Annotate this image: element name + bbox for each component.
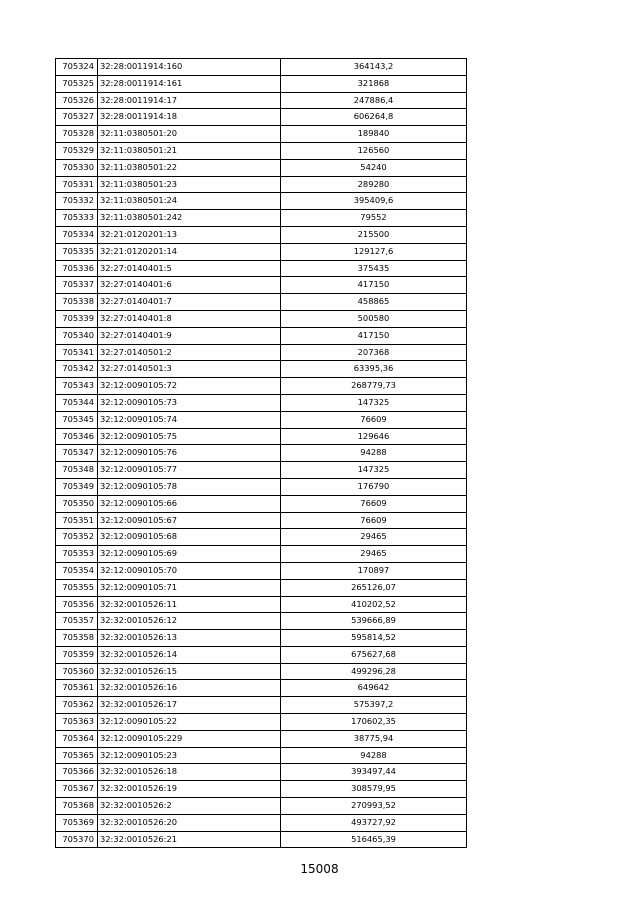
row-number-cell: 705329 [56,142,98,159]
cadastral-number-cell: 32:12:0090105:72 [98,378,281,395]
row-number-cell: 705369 [56,814,98,831]
row-number-cell: 705352 [56,529,98,546]
cadastral-number-cell: 32:11:0380501:242 [98,210,281,227]
row-number-cell: 705326 [56,92,98,109]
row-number-cell: 705368 [56,798,98,815]
value-cell: 458865 [281,294,467,311]
cadastral-number-cell: 32:12:0090105:229 [98,730,281,747]
row-number-cell: 705356 [56,596,98,613]
value-cell: 176790 [281,478,467,495]
table-row [56,226,467,243]
table-row [56,663,467,680]
cadastral-number-cell: 32:32:0010526:16 [98,680,281,697]
row-number-cell: 705358 [56,630,98,647]
table-row [56,747,467,764]
row-number-cell: 705339 [56,310,98,327]
value-cell: 375435 [281,260,467,277]
value-cell: 76609 [281,495,467,512]
value-cell: 76609 [281,411,467,428]
value-cell: 215500 [281,226,467,243]
value-cell: 500580 [281,310,467,327]
row-number-cell: 705360 [56,663,98,680]
row-number-cell: 705338 [56,294,98,311]
row-number-cell: 705351 [56,512,98,529]
cadastral-number-cell: 32:27:0140501:3 [98,361,281,378]
cadastral-number-cell: 32:32:0010526:2 [98,798,281,815]
value-cell: 268779,73 [281,378,467,395]
table-row [56,193,467,210]
row-number-cell: 705361 [56,680,98,697]
row-number-cell: 705333 [56,210,98,227]
row-number-cell: 705350 [56,495,98,512]
table-row [56,714,467,731]
row-number-cell: 705341 [56,344,98,361]
table-row [56,394,467,411]
table-row [56,294,467,311]
table-row [56,546,467,563]
value-cell: 410202,52 [281,596,467,613]
value-cell: 417150 [281,327,467,344]
table-row [56,646,467,663]
cadastral-number-cell: 32:12:0090105:77 [98,462,281,479]
table-row [56,260,467,277]
table-row [56,126,467,143]
value-cell: 499296,28 [281,663,467,680]
cadastral-number-cell: 32:27:0140401:7 [98,294,281,311]
table-row [56,798,467,815]
cadastral-number-cell: 32:32:0010526:12 [98,613,281,630]
cadastral-number-cell: 32:28:0011914:161 [98,75,281,92]
table-row [56,781,467,798]
table-row [56,512,467,529]
value-cell: 54240 [281,159,467,176]
table-row [56,109,467,126]
value-cell: 516465,39 [281,831,467,848]
value-cell: 76609 [281,512,467,529]
table-row [56,831,467,848]
cadastral-value-table [55,58,467,848]
row-number-cell: 705340 [56,327,98,344]
table-row [56,495,467,512]
cadastral-number-cell: 32:32:0010526:13 [98,630,281,647]
cadastral-number-cell: 32:32:0010526:18 [98,764,281,781]
value-cell: 364143,2 [281,59,467,76]
row-number-cell: 705346 [56,428,98,445]
row-number-cell: 705330 [56,159,98,176]
row-number-cell: 705337 [56,277,98,294]
value-cell: 189840 [281,126,467,143]
cadastral-number-cell: 32:11:0380501:24 [98,193,281,210]
row-number-cell: 705353 [56,546,98,563]
table-row [56,59,467,76]
cadastral-number-cell: 32:32:0010526:21 [98,831,281,848]
cadastral-number-cell: 32:11:0380501:22 [98,159,281,176]
value-cell: 393497,44 [281,764,467,781]
value-cell: 417150 [281,277,467,294]
value-cell: 147325 [281,394,467,411]
value-cell: 265126,07 [281,579,467,596]
cadastral-number-cell: 32:28:0011914:160 [98,59,281,76]
cadastral-number-cell: 32:12:0090105:69 [98,546,281,563]
value-cell: 170897 [281,562,467,579]
table-row [56,344,467,361]
value-cell: 79552 [281,210,467,227]
table-row [56,277,467,294]
cadastral-number-cell: 32:28:0011914:18 [98,109,281,126]
table-row [56,630,467,647]
cadastral-number-cell: 32:11:0380501:21 [98,142,281,159]
cadastral-number-cell: 32:12:0090105:71 [98,579,281,596]
value-cell: 147325 [281,462,467,479]
value-cell: 606264,8 [281,109,467,126]
table-row [56,159,467,176]
cadastral-number-cell: 32:32:0010526:17 [98,697,281,714]
value-cell: 308579,95 [281,781,467,798]
cadastral-number-cell: 32:27:0140401:6 [98,277,281,294]
value-cell: 247886,4 [281,92,467,109]
row-number-cell: 705363 [56,714,98,731]
row-number-cell: 705370 [56,831,98,848]
table-row [56,613,467,630]
cadastral-number-cell: 32:12:0090105:66 [98,495,281,512]
row-number-cell: 705345 [56,411,98,428]
table-row [56,378,467,395]
row-number-cell: 705328 [56,126,98,143]
value-cell: 29465 [281,546,467,563]
row-number-cell: 705327 [56,109,98,126]
row-number-cell: 705343 [56,378,98,395]
row-number-cell: 705324 [56,59,98,76]
table-row [56,764,467,781]
value-cell: 575397,2 [281,697,467,714]
table-row [56,445,467,462]
row-number-cell: 705332 [56,193,98,210]
cadastral-number-cell: 32:28:0011914:17 [98,92,281,109]
value-cell: 207368 [281,344,467,361]
cadastral-number-cell: 32:12:0090105:23 [98,747,281,764]
row-number-cell: 705331 [56,176,98,193]
row-number-cell: 705349 [56,478,98,495]
cadastral-number-cell: 32:12:0090105:75 [98,428,281,445]
table-row [56,92,467,109]
cadastral-number-cell: 32:27:0140401:8 [98,310,281,327]
row-number-cell: 705365 [56,747,98,764]
cadastral-number-cell: 32:32:0010526:15 [98,663,281,680]
table-row [56,176,467,193]
cadastral-number-cell: 32:32:0010526:11 [98,596,281,613]
table-row [56,142,467,159]
value-cell: 29465 [281,529,467,546]
row-number-cell: 705347 [56,445,98,462]
cadastral-number-cell: 32:11:0380501:20 [98,126,281,143]
value-cell: 129127,6 [281,243,467,260]
value-cell: 493727,92 [281,814,467,831]
row-number-cell: 705348 [56,462,98,479]
table-row [56,680,467,697]
row-number-cell: 705355 [56,579,98,596]
row-number-cell: 705335 [56,243,98,260]
row-number-cell: 705325 [56,75,98,92]
table-row [56,529,467,546]
table-row [56,243,467,260]
row-number-cell: 705354 [56,562,98,579]
value-cell: 94288 [281,445,467,462]
cadastral-number-cell: 32:27:0140401:9 [98,327,281,344]
value-cell: 270993,52 [281,798,467,815]
table-row [56,730,467,747]
value-cell: 539666,89 [281,613,467,630]
value-cell: 289280 [281,176,467,193]
row-number-cell: 705336 [56,260,98,277]
table-row [56,75,467,92]
table-row [56,310,467,327]
value-cell: 170602,35 [281,714,467,731]
cadastral-number-cell: 32:12:0090105:74 [98,411,281,428]
value-cell: 595814,52 [281,630,467,647]
row-number-cell: 705344 [56,394,98,411]
cadastral-number-cell: 32:11:0380501:23 [98,176,281,193]
row-number-cell: 705366 [56,764,98,781]
table-row [56,428,467,445]
table-row [56,478,467,495]
table-row [56,327,467,344]
row-number-cell: 705357 [56,613,98,630]
value-cell: 395409,6 [281,193,467,210]
cadastral-number-cell: 32:12:0090105:70 [98,562,281,579]
row-number-cell: 705362 [56,697,98,714]
value-cell: 63395,36 [281,361,467,378]
cadastral-number-cell: 32:12:0090105:68 [98,529,281,546]
row-number-cell: 705367 [56,781,98,798]
cadastral-number-cell: 32:32:0010526:20 [98,814,281,831]
table-row [56,814,467,831]
value-cell: 129646 [281,428,467,445]
table-body [56,59,467,848]
page-number: 15008 [300,862,339,876]
table-row [56,562,467,579]
row-number-cell: 705334 [56,226,98,243]
cadastral-number-cell: 32:12:0090105:73 [98,394,281,411]
row-number-cell: 705342 [56,361,98,378]
table-row [56,462,467,479]
value-cell: 675627,68 [281,646,467,663]
cadastral-number-cell: 32:12:0090105:78 [98,478,281,495]
cadastral-number-cell: 32:12:0090105:76 [98,445,281,462]
table-row [56,411,467,428]
table-row [56,596,467,613]
cadastral-number-cell: 32:32:0010526:19 [98,781,281,798]
row-number-cell: 705364 [56,730,98,747]
table-row [56,579,467,596]
cadastral-number-cell: 32:12:0090105:22 [98,714,281,731]
cadastral-number-cell: 32:21:0120201:13 [98,226,281,243]
value-cell: 126560 [281,142,467,159]
cadastral-number-cell: 32:32:0010526:14 [98,646,281,663]
value-cell: 38775,94 [281,730,467,747]
table-row [56,697,467,714]
value-cell: 321868 [281,75,467,92]
cadastral-number-cell: 32:27:0140401:5 [98,260,281,277]
table-row [56,210,467,227]
value-cell: 94288 [281,747,467,764]
row-number-cell: 705359 [56,646,98,663]
table-row [56,361,467,378]
cadastral-number-cell: 32:21:0120201:14 [98,243,281,260]
cadastral-number-cell: 32:27:0140501:2 [98,344,281,361]
value-cell: 649642 [281,680,467,697]
cadastral-number-cell: 32:12:0090105:67 [98,512,281,529]
